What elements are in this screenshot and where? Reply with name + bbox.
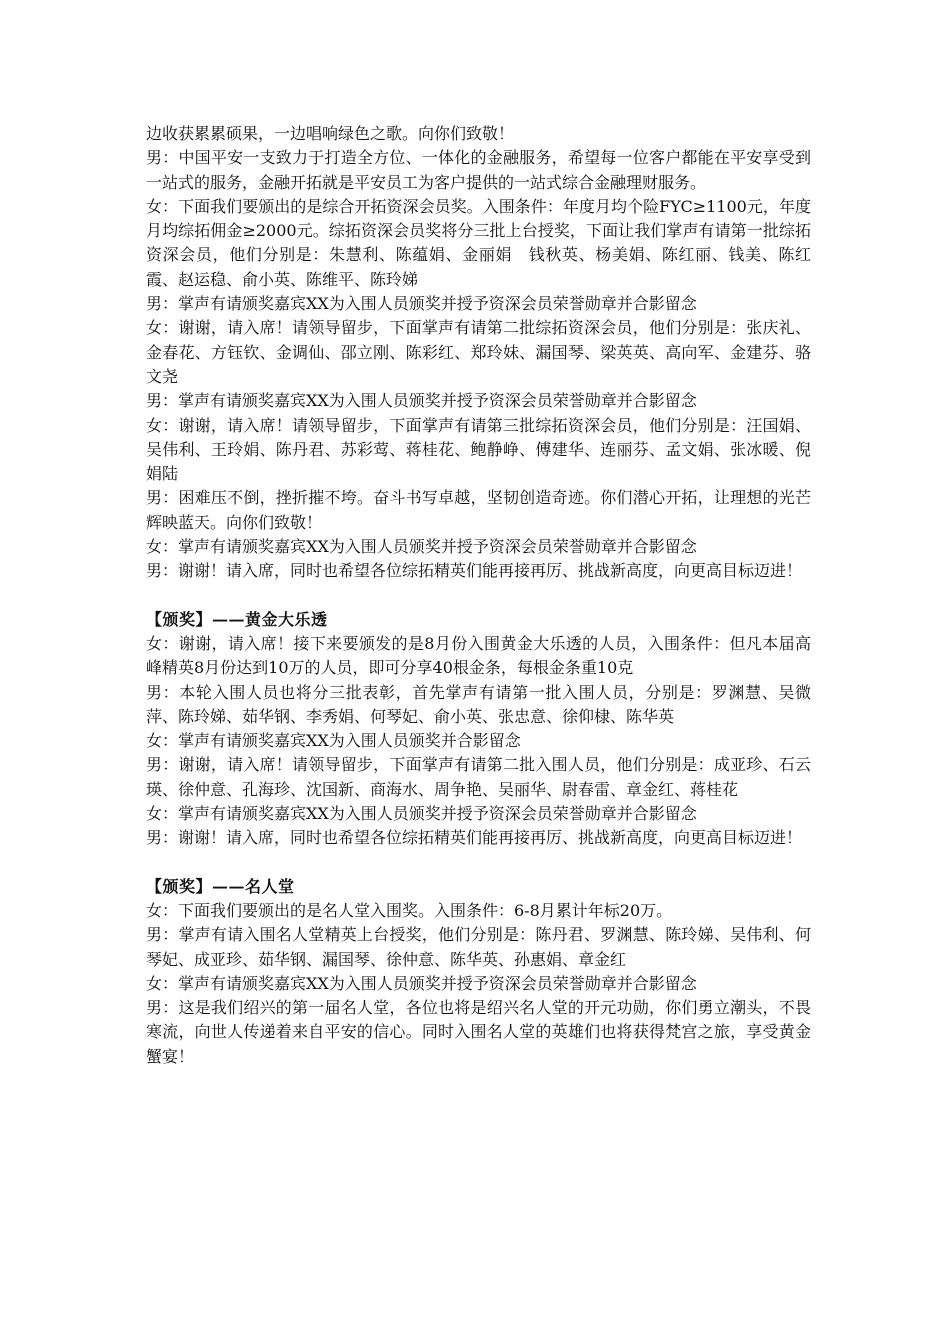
paragraph: 男：谢谢！请入席，同时也希望各位综拓精英们能再接再厉、挑战新高度，向更高目标迈进！ (146, 561, 803, 581)
paragraph: 女：掌声有请颁奖嘉宾XX为入围人员颁奖并合影留念 (146, 731, 521, 751)
paragraph: 女：下面我们要颁出的是综合开拓资深会员奖。入围条件：年度月均个险FYC≥1100元，年度月均综拓佣金≥2000元。综拓资深会员奖将分三批上台授奖，下面让我们掌声有请第一批综拓资深会员，他们分别是：朱慧利、陈蕴娟、金丽娟 钱秋英、杨美娟、陈红丽、钱美、陈红霞、赵运稳、俞小英、陈维平、陈玲娣 (146, 196, 811, 289)
paragraph: 男：掌声有请颁奖嘉宾XX为入围人员颁奖并授予资深会员荣誉勋章并合影留念 (146, 294, 697, 314)
paragraph: 男：掌声有请颁奖嘉宾XX为入围人员颁奖并授予资深会员荣誉勋章并合影留念 (146, 391, 697, 411)
paragraph: 女：谢谢，请入席！请领导留步，下面掌声有请第二批综拓资深会员，他们分别是：张庆礼、金春花、方钰钦、金调仙、邵立刚、陈彩红、郑玲妹、漏国琴、梁英英、高向军、金建芬、骆文尧 (146, 318, 811, 386)
paragraph: 男：谢谢，请入席！请领导留步，下面掌声有请第二批入围人员，他们分别是：成亚珍、石云瑛、徐仲意、孔海珍、沈国新、商海水、周争艳、吴丽华、尉春雷、章金红、蒋桂花 (146, 755, 811, 799)
paragraph: 女：下面我们要颁出的是名人堂入围奖。入围条件：6-8月累计年标20万。 (146, 900, 673, 920)
section-heading: 【颁奖】——黄金大乐透 (146, 609, 328, 629)
paragraph: 男：掌声有请入围名人堂精英上台授奖，他们分别是：陈丹君、罗渊慧、陈玲娣、吴伟利、何琴妃、成亚珍、茹华钢、漏国琴、徐仲意、陈华英、孙惠娟、章金红 (146, 925, 811, 969)
paragraph: 女：掌声有请颁奖嘉宾XX为入围人员颁奖并授予资深会员荣誉勋章并合影留念 (146, 804, 697, 824)
paragraph: 女：谢谢，请入席！接下来要颁发的是8月份入围黄金大乐透的人员，入围条件：但凡本届高峰精英8月份达到10万的人员，即可分享40根金条，每根金条重10克 (146, 633, 811, 678)
paragraph: 男：这是我们绍兴的第一届名人堂，各位也将是绍兴名人堂的开元功勋，你们勇立潮头，不畏寒流，向世人传递着来自平安的信心。同时入围名人堂的英雄们也将获得梵宫之旅，享受黄金蟹宴！ (146, 998, 811, 1066)
document-page (146, 122, 811, 1069)
section-gold-lottery (146, 608, 811, 851)
section-comprehensive-award (146, 122, 811, 584)
section-heading: 【颁奖】——名人堂 (146, 876, 295, 896)
paragraph: 女：掌声有请颁奖嘉宾XX为入围人员颁奖并授予资深会员荣誉勋章并合影留念 (146, 973, 697, 993)
paragraph: 男：困难压不倒，挫折摧不垮。奋斗书写卓越，坚韧创造奇迹。你们潜心开拓，让理想的光芒辉映蓝天。向你们致敬！ (146, 488, 811, 532)
section-spacer (146, 851, 811, 875)
section-spacer (146, 584, 811, 608)
section-hall-of-fame (146, 875, 811, 1069)
paragraph: 女：谢谢，请入席！请领导留步，下面掌声有请第三批综拓资深会员，他们分别是：汪国娟、吴伟利、王玲娟、陈丹君、苏彩莺、蒋桂花、鲍静峥、傅建华、连丽芬、孟文娟、张冰暖、倪娟陆 (146, 415, 811, 484)
paragraph: 男：谢谢！请入席，同时也希望各位综拓精英们能再接再厉、挑战新高度，向更高目标迈进！ (146, 828, 803, 848)
paragraph: 边收获累累硕果，一边唱响绿色之歌。向你们致敬！ (146, 124, 515, 143)
paragraph: 男：本轮入围人员也将分三批表彰，首先掌声有请第一批入围人员，分别是：罗渊慧、吴微萍、陈玲娣、茹华钢、李秀娟、何琴妃、俞小英、张忠意、徐仰棣、陈华英 (146, 682, 811, 726)
paragraph: 男：中国平安一支致力于打造全方位、一体化的金融服务，希望每一位客户都能在平安享受到一站式的服务，金融开拓就是平安员工为客户提供的一站式综合金融理财服务。 (146, 148, 811, 192)
paragraph: 女：掌声有请颁奖嘉宾XX为入围人员颁奖并授予资深会员荣誉勋章并合影留念 (146, 537, 697, 557)
